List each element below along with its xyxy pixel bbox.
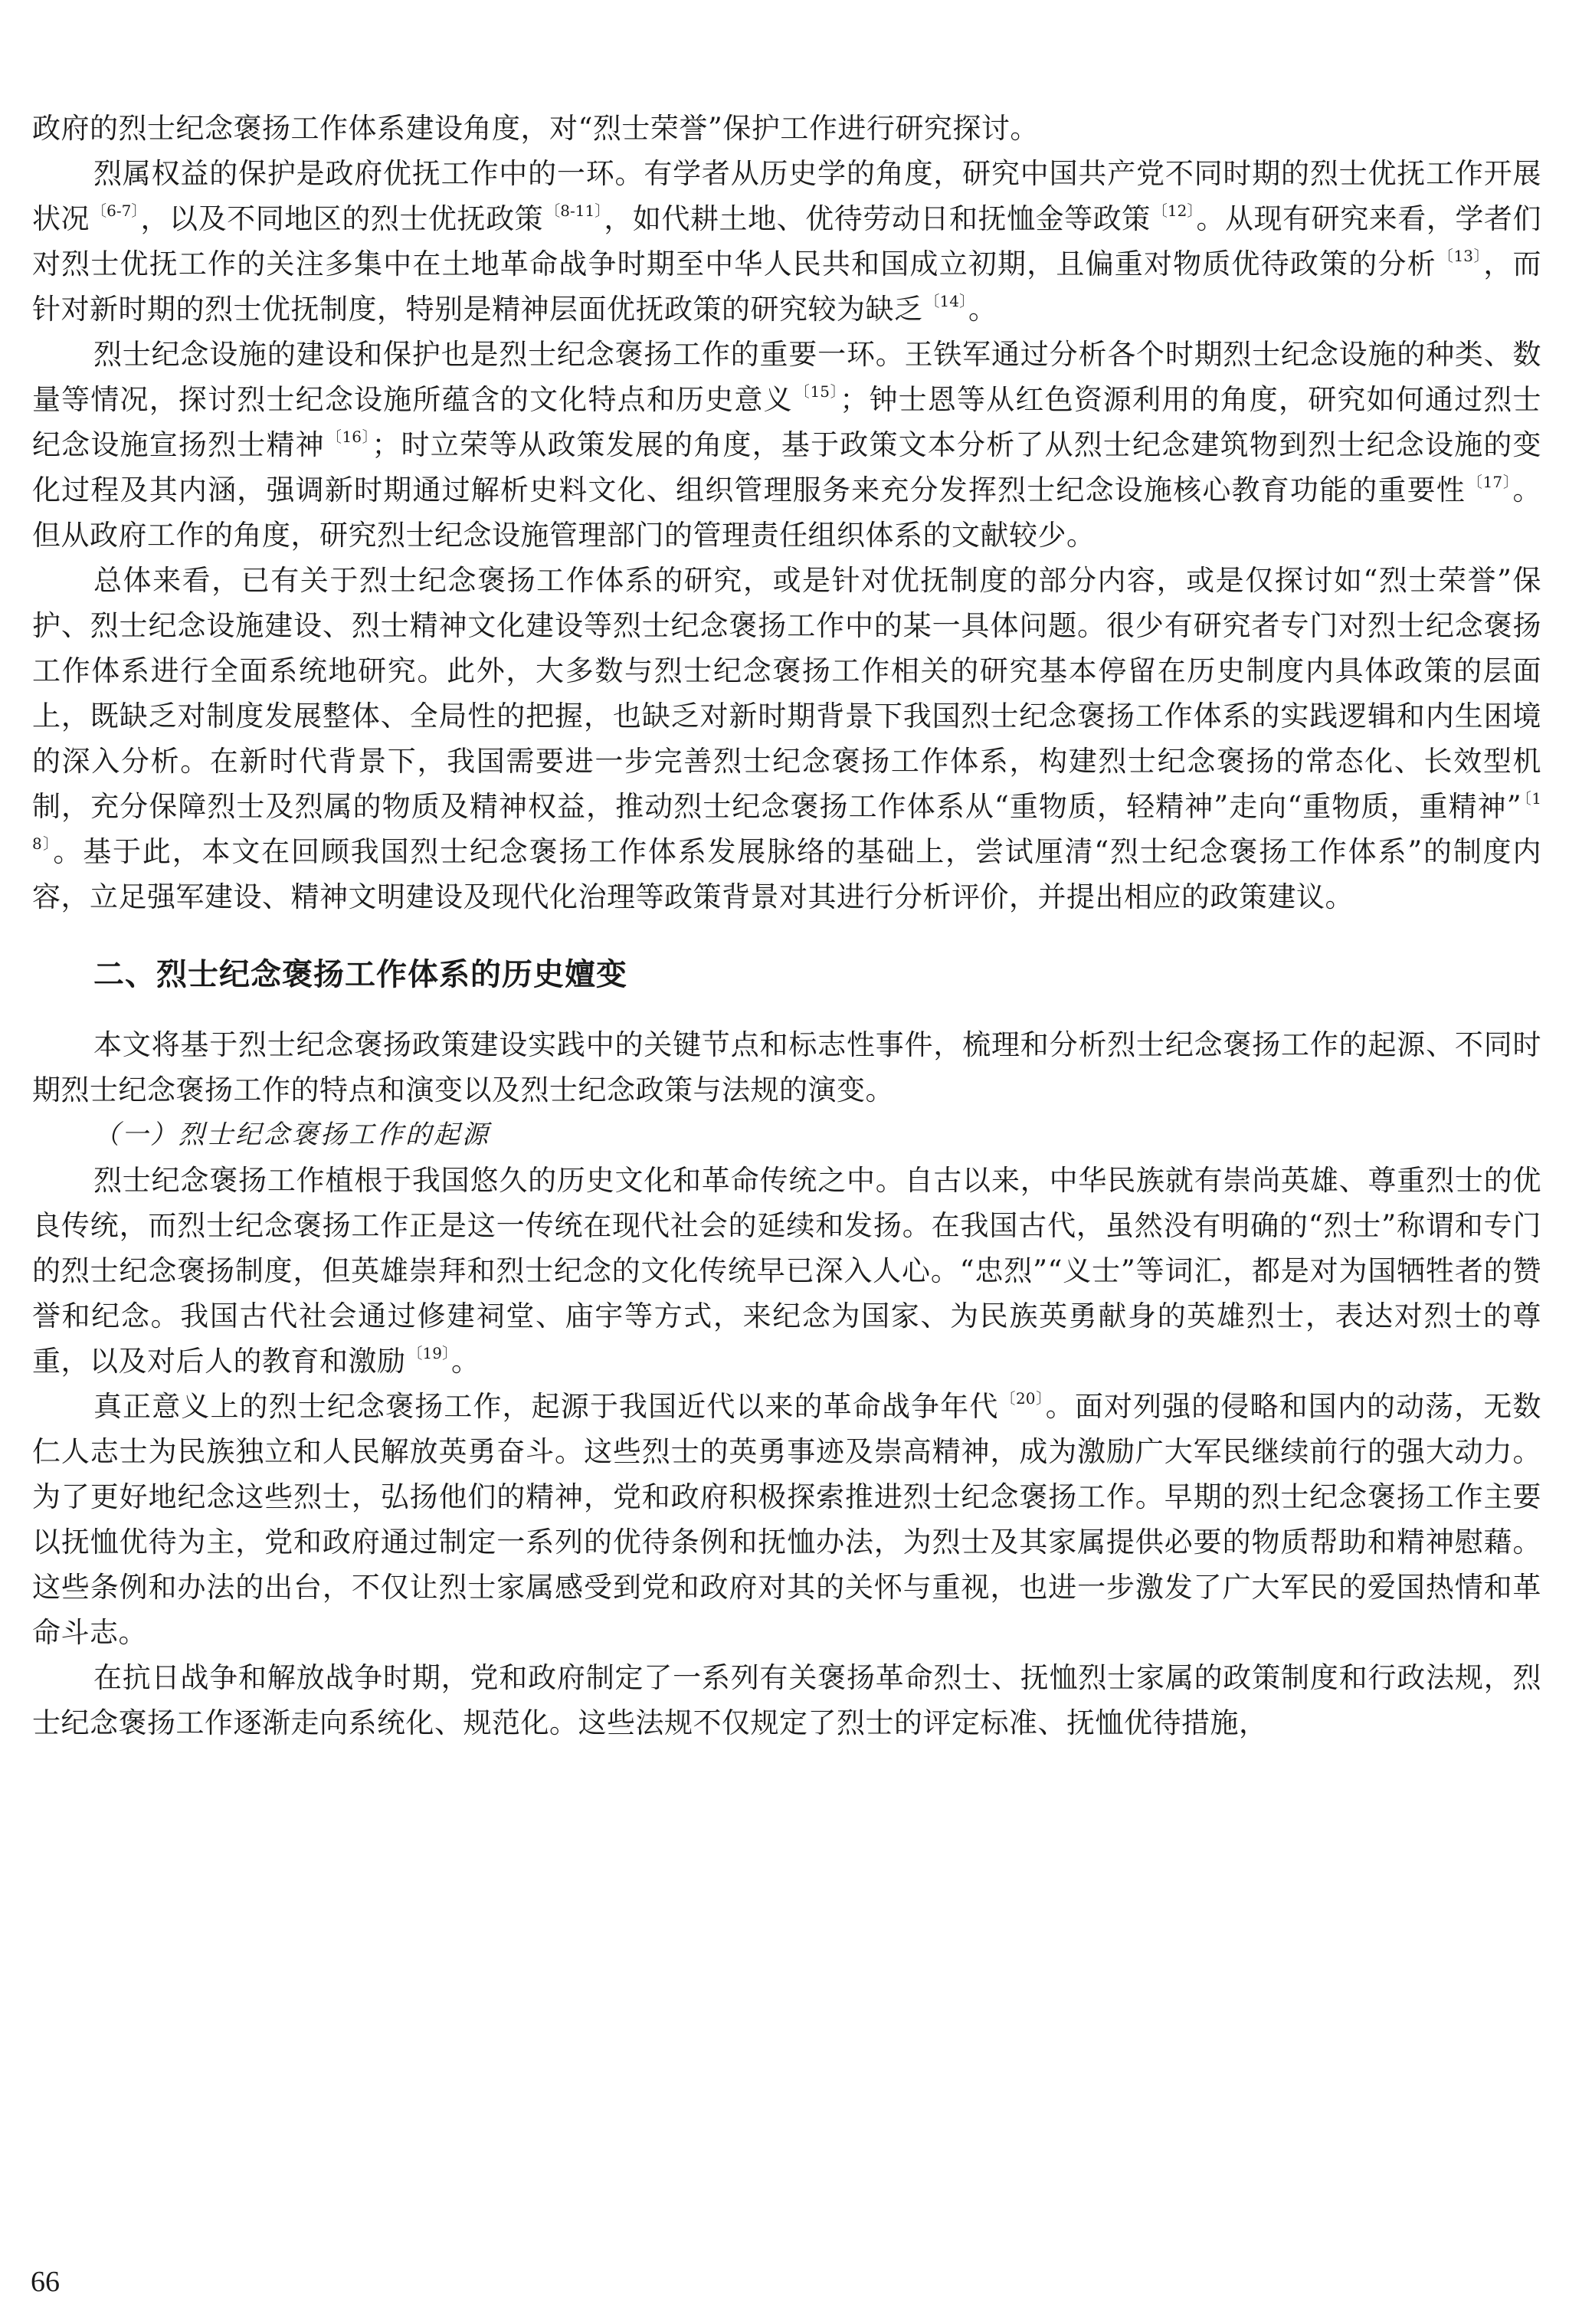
paragraph-text: 。从现有研究来看，学者们对烈士优抚工作的关注多集中在土地革命战争时期至中华人民共和国成立初期，且偏重对物质优待政策的分析 (32, 202, 1542, 280)
paragraph-text: 烈士纪念褒扬工作植根于我国悠久的历史文化和革命传统之中。自古以来，中华民族就有崇尚英雄、尊重烈士的优良传统，而烈士纪念褒扬工作正是这一传统在现代社会的延续和发扬。在我国古代，虽然没有明确的“烈士”称谓和专门的烈士纪念褒扬制度，但英雄崇拜和烈士纪念的文化传统早已深入人心。“忠烈”“义士”等词汇，都是对为国牺牲者的赞誉和纪念。我国古代社会通过修建祠堂、庙宇等方式，来纪念为国家、为民族英勇献身的英雄烈士，表达对烈士的尊重，以及对后人的教育和激励 (32, 1164, 1541, 1378)
citation-reference: 〔18〕 (32, 789, 1541, 853)
paragraph-text: 总体来看，已有关于烈士纪念褒扬工作体系的研究，或是针对优抚制度的部分内容，或是仅探讨如“烈士荣誉”保护、烈士纪念设施建设、烈士精神文化建设等烈士纪念褒扬工作中的某一具体问题。很少有研究者专门对烈士纪念褒扬工作体系进行全面系统地研究。此外，大多数与烈士纪念褒扬工作相关的研究基本停留在历史制度内具体政策的层面上，既缺乏对制度发展整体、全局性的把握，也缺乏对新时期背景下我国烈士纪念褒扬工作体系的实践逻辑和内生困境的深入分析。在新时代背景下，我国需要进一步完善烈士纪念褒扬工作体系，构建烈士纪念褒扬的常态化、长效型机制，充分保障烈士及烈属的物质及精神权益，推动烈士纪念褒扬工作体系从“重物质，轻精神”走向“重物质，重精神” (32, 564, 1541, 823)
citation-reference: 〔14〕 (924, 292, 967, 310)
paragraph-text: 。 (450, 1345, 480, 1378)
paragraph (32, 1022, 1541, 1113)
paragraphs-before-heading (32, 106, 1541, 919)
paragraph-text: 。但从政府工作的角度，研究烈士纪念设施管理部门的管理责任组织体系的文献较少。 (32, 474, 1541, 552)
section-heading: 二、烈士纪念褒扬工作体系的历史嬗变 (93, 957, 627, 992)
paragraph-text: 。面对列强的侵略和国内的动荡，无数仁人志士为民族独立和人民解放英勇奋斗。这些烈士的英勇事迹及崇高精神，成为激励广大军民继续前行的强大动力。为了更好地纪念这些烈士，弘扬他们的精神，党和政府积极探索推进烈士纪念褒扬工作。早期的烈士纪念褒扬工作主要以抚恤优待为主，党和政府通过制定一系列的优待条例和抚恤办法，为烈士及其家属提供必要的物质帮助和精神慰藉。这些条例和办法的出台，不仅让烈士家属感受到党和政府对其的关怀与重视，也进一步激发了广大军民的爱国热情和革命斗志。 (32, 1390, 1542, 1649)
paragraph (32, 1384, 1541, 1655)
citation-reference: 〔19〕 (407, 1344, 450, 1362)
paragraph (32, 1655, 1541, 1745)
citation-reference: 〔13〕 (1437, 247, 1482, 265)
paragraph-text: ，而针对新时期的烈士优抚制度，特别是精神层面优抚政策的研究较为缺乏 (32, 247, 1541, 326)
citation-reference: 〔12〕 (1151, 202, 1195, 220)
citation-reference: 〔17〕 (1467, 473, 1512, 491)
citation-reference: 〔6-7〕 (91, 202, 139, 220)
paragraph-text: ；时立荣等从政策发展的角度，基于政策文本分析了从烈士纪念建筑物到烈士纪念设施的变化过程及其内涵，强调新时期通过解析史料文化、组织管理服务来充分发挥烈士纪念设施核心教育功能的重要性 (32, 428, 1542, 506)
paragraph-text: 本文将基于烈士纪念褒扬政策建设实践中的关键节点和标志性事件，梳理和分析烈士纪念褒扬工作的起源、不同时期烈士纪念褒扬工作的特点和演变以及烈士纪念政策与法规的演变。 (32, 1028, 1541, 1106)
citation-reference: 〔8-11〕 (545, 202, 603, 220)
paragraph-text: 在抗日战争和解放战争时期，党和政府制定了一系列有关褒扬革命烈士、抚恤烈士家属的政策制度和行政法规，烈士纪念褒扬工作逐渐走向系统化、规范化。这些法规不仅规定了烈士的评定标准、抚恤优待措施， (32, 1661, 1541, 1739)
paragraph-text: ，如代耕土地、优待劳动日和抚恤金等政策 (604, 202, 1151, 235)
paragraph-text: 。基于此，本文在回顾我国烈士纪念褒扬工作体系发展脉络的基础上，尝试厘清“烈士纪念褒扬工作体系”的制度内容，立足强军建设、精神文明建设及现代化治理等政策背景对其进行分析评价，并提出相应的政策建议。 (32, 835, 1542, 913)
paragraph-text: 真正意义上的烈士纪念褒扬工作，起源于我国近代以来的革命战争年代 (93, 1390, 999, 1423)
paragraph-text: 。 (968, 293, 997, 326)
paragraph (32, 106, 1541, 151)
page-number: 66 (31, 2266, 60, 2298)
section-intro (32, 1022, 1541, 1113)
citation-reference: 〔16〕 (326, 428, 371, 446)
paragraph (32, 1158, 1541, 1384)
body-text-column (32, 106, 1541, 1745)
paragraph-text: 烈属权益的保护是政府优抚工作中的一环。有学者从历史学的角度，研究中国共产党不同时期的烈士优抚工作开展状况 (32, 157, 1541, 235)
paragraph-text: ，以及不同地区的烈士优抚政策 (140, 202, 544, 235)
subsection-heading: （一）烈士纪念褒扬工作的起源 (93, 1119, 490, 1150)
paragraph (32, 558, 1541, 919)
paragraph-text: 政府的烈士纪念褒扬工作体系建设角度，对“烈士荣誉”保护工作进行研究探讨。 (32, 112, 1039, 145)
paragraph-text: ；钟士恩等从红色资源利用的角度，研究如何通过烈士纪念设施宣扬烈士精神 (32, 383, 1542, 461)
paragraph (32, 332, 1541, 558)
citation-reference: 〔20〕 (1000, 1389, 1044, 1408)
paragraph-text: 烈士纪念设施的建设和保护也是烈士纪念褒扬工作的重要一环。王铁军通过分析各个时期烈士纪念设施的种类、数量等情况，探讨烈士纪念设施所蕴含的文化特点和历史意义 (32, 338, 1541, 416)
paragraphs-after-subheading (32, 1158, 1541, 1745)
citation-reference: 〔15〕 (794, 382, 839, 401)
paragraph (32, 151, 1541, 332)
